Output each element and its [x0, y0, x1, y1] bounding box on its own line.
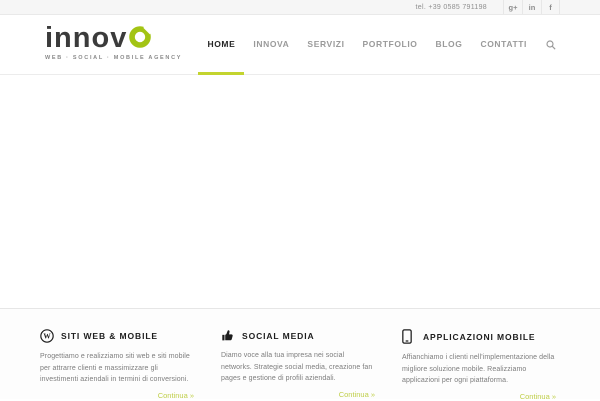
- facebook-icon[interactable]: f: [541, 0, 560, 14]
- continua-link-applicazioni[interactable]: Continua »: [519, 391, 556, 401]
- smartphone-icon: [402, 329, 417, 344]
- social-links: [503, 0, 560, 14]
- service-text: Progettiamo e realizziamo siti web e siti mobile per attrarre clienti e massimizzare gli investimenti aziendali in termini di conversioni.: [40, 353, 190, 383]
- wordpress-icon: [40, 329, 55, 343]
- nav-item-servizi[interactable]: SERVIZI: [307, 38, 345, 49]
- nav-item-blog[interactable]: BLOG: [435, 38, 463, 49]
- service-title: SITI WEB & MOBILE: [61, 331, 158, 341]
- phone-number: tel. +39 0585 791198: [415, 3, 487, 11]
- service-title: APPLICAZIONI MOBILE: [423, 331, 536, 342]
- logo[interactable]: [45, 15, 182, 74]
- nav-item-innova[interactable]: INNOVA: [253, 38, 290, 49]
- continua-link-social-media[interactable]: Continua »: [338, 389, 375, 399]
- topbar: [0, 0, 600, 15]
- service-text: Diamo voce alla tua impresa nei social networks. Strategie social media, creazione fan pages e gestione di profili aziendali.: [221, 352, 373, 382]
- nav-item-portfolio[interactable]: PORTFOLIO: [362, 38, 418, 49]
- services-section: [0, 309, 600, 399]
- service-applicazioni-mobile: [402, 329, 556, 401]
- logo-tagline: WEB · SOCIAL · MOBILE AGENCY: [45, 55, 183, 61]
- search-icon[interactable]: [536, 15, 560, 74]
- main-nav: [198, 15, 560, 74]
- logo-a-mark: [129, 26, 151, 53]
- linkedin-icon[interactable]: in: [522, 0, 541, 14]
- hero-slider-area: [0, 75, 600, 309]
- service-social-media: [221, 329, 375, 401]
- service-siti-web: [40, 329, 194, 401]
- site-header: [0, 15, 600, 75]
- thumbs-up-icon: [221, 329, 236, 342]
- service-title: SOCIAL MEDIA: [242, 330, 315, 341]
- logo-text: innov: [45, 22, 128, 54]
- continua-link-siti-web[interactable]: Continua »: [157, 390, 194, 400]
- service-text: Affianchiamo i clienti nell'implementazione della migliore soluzione mobile. Realizziamo applicazioni per ogni piattaforma.: [402, 354, 555, 384]
- nav-item-home[interactable]: HOME: [198, 15, 244, 75]
- google-plus-icon[interactable]: g+: [503, 0, 522, 14]
- svg-text:W: W: [43, 331, 51, 341]
- nav-item-contatti[interactable]: CONTATTI: [480, 38, 527, 49]
